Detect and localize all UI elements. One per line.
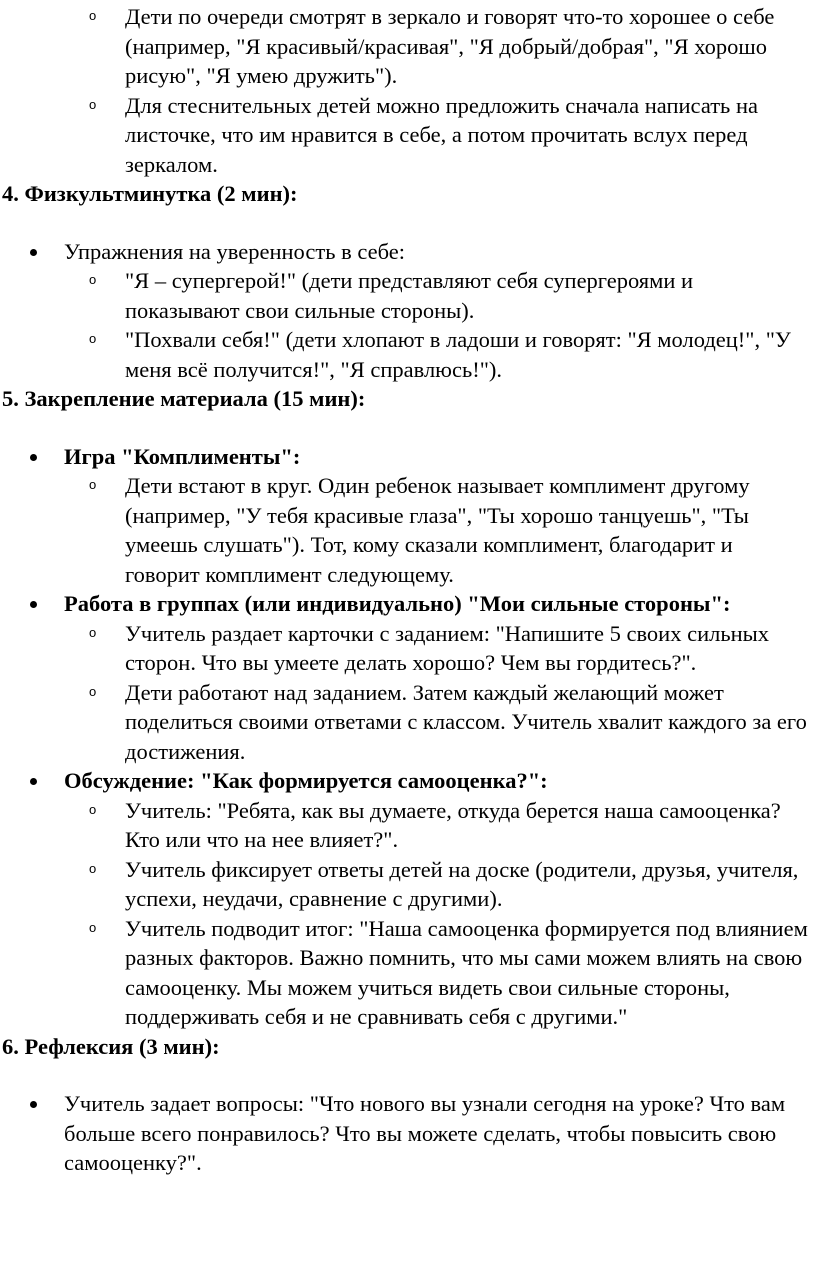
list-item	[0, 678, 816, 767]
circle-bullet-icon: o	[89, 96, 97, 112]
list-item-text: Дети по очереди смотрят в зеркало и говорят что-то хорошее о себе (например, "Я красивый/красивая", "Я добрый/добрая", "Я хорошо рисую", "Я умею дружить").	[125, 4, 775, 88]
bullet-icon	[30, 454, 37, 461]
bullet-icon	[30, 778, 37, 785]
list-item	[0, 442, 816, 590]
section-heading-4: 4. Физкультминутка (2 мин):	[2, 181, 298, 206]
intro-sub-list	[0, 2, 816, 179]
list-item-head	[0, 237, 816, 267]
list-item	[0, 589, 816, 766]
sub-list	[0, 471, 816, 589]
section-heading-6: 6. Рефлексия (3 мин):	[2, 1033, 220, 1059]
section-5-list	[0, 442, 816, 1032]
circle-bullet-icon: o	[89, 860, 97, 876]
circle-bullet-icon: o	[89, 801, 97, 817]
list-item-text: Упражнения на уверенность в себе:	[64, 238, 405, 264]
list-item-text: Учитель: "Ребята, как вы думаете, откуда берется наша самооценка? Кто или что на нее влияет?".	[125, 797, 781, 852]
list-item-text: "Я – супергерой!" (дети представляют себя супергероями и показывают свои сильные стороны).	[125, 268, 694, 323]
list-item	[0, 796, 816, 855]
list-item	[0, 2, 816, 91]
list-item	[0, 237, 816, 385]
list-item	[0, 91, 816, 180]
list-item	[0, 266, 816, 325]
section-heading-5: 5. Закрепление материала (15 мин):	[2, 386, 366, 411]
section-4-list	[0, 237, 816, 385]
circle-bullet-icon: o	[89, 919, 97, 935]
list-item-text: Дети встают в круг. Один ребенок называет комплимент другому (например, "У тебя красивые глаза", "Ты хорошо танцуешь", "Ты умеешь слушать"). Тот, кому сказали комплимент, благодарит и говорит комплимент следующему.	[125, 473, 750, 587]
list-item-text: "Похвали себя!" (дети хлопают в ладоши и говорят: "Я молодец!", "У меня всё получится!", "Я справлюсь!").	[125, 327, 791, 382]
list-item	[0, 914, 816, 1032]
list-item	[0, 766, 816, 1032]
list-item-text: Обсуждение: "Как формируется самооценка?":	[64, 768, 548, 793]
sub-list	[0, 266, 816, 384]
circle-bullet-icon: o	[89, 331, 97, 346]
list-item-text: Учитель подводит итог: "Наша самооценка формируется под влиянием разных факторов. Важно помнить, что мы сами можем влиять на свою самооценку. Мы можем учиться видеть свои сильные стороны, поддерживать себя и не сравнивать себя с другими."	[125, 915, 808, 1029]
list-item	[0, 1089, 816, 1178]
list-item-head	[0, 766, 816, 796]
sub-list	[0, 619, 816, 767]
list-item-text: Учитель фиксирует ответы детей на доске (родители, друзья, учителя, успехи, неудачи, сравнение с другими).	[125, 856, 799, 911]
circle-bullet-icon: o	[89, 683, 97, 699]
list-item	[0, 471, 816, 589]
list-item-text: Учитель раздает карточки с заданием: "Напишите 5 своих сильных сторон. Что вы умеете делать хорошо? Чем вы гордитесь?".	[125, 620, 770, 675]
list-item-text: Дети работают над заданием. Затем каждый желающий может поделиться своими ответами с классом. Учитель хвалит каждого за его достижения.	[125, 679, 807, 764]
list-item-text: Для стеснительных детей можно предложить сначала написать на листочке, что им нравится в себе, а потом прочитать вслух перед зеркалом.	[125, 92, 758, 177]
circle-bullet-icon: o	[89, 624, 97, 640]
list-item-head	[0, 589, 816, 619]
section-6-list	[0, 1089, 816, 1178]
list-item-text: Учитель задает вопросы: "Что нового вы узнали сегодня на уроке? Что вам больше всего понравилось? Что вы можете сделать, чтобы повысить свою самооценку?".	[64, 1091, 786, 1175]
circle-bullet-icon: o	[89, 8, 97, 23]
list-item	[0, 855, 816, 914]
list-item	[0, 619, 816, 678]
list-item-text: Игра "Комплименты":	[64, 443, 301, 469]
sub-list	[0, 796, 816, 1032]
list-item-head	[0, 442, 816, 472]
list-item-text: Работа в группах (или индивидуально) "Мои сильные стороны":	[64, 591, 731, 616]
bullet-icon	[30, 601, 37, 608]
bullet-icon	[30, 249, 37, 256]
bullet-icon	[30, 1101, 37, 1108]
circle-bullet-icon: o	[89, 272, 97, 287]
list-item	[0, 325, 816, 384]
circle-bullet-icon: o	[89, 477, 97, 492]
list-item-head	[0, 1089, 816, 1178]
